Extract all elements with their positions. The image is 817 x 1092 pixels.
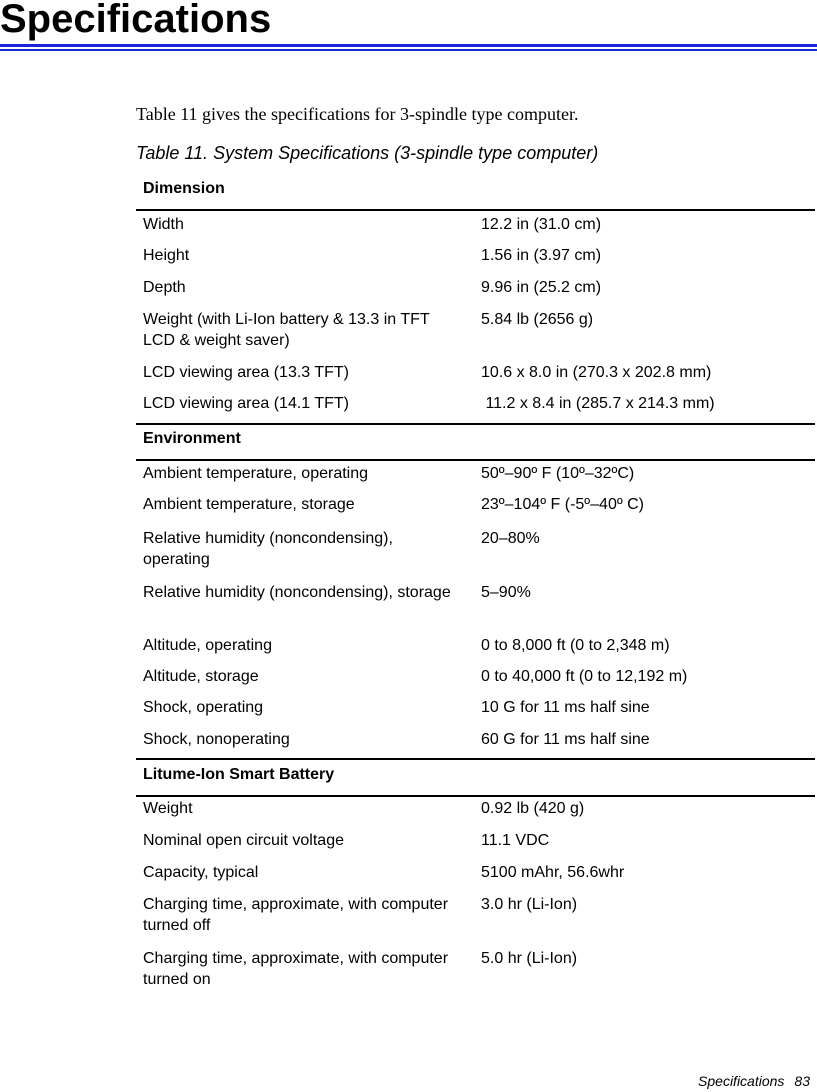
row-value: 11.2 x 8.4 in (285.7 x 214.3 mm) (481, 395, 715, 412)
row-value: 50º–90º F (10º–32ºC) (481, 465, 635, 482)
row-value: 23º–104º F (-5º–40º C) (481, 496, 645, 513)
row-value: 11.1 VDC (481, 832, 550, 849)
row-label: Ambient temperature, operating (143, 465, 369, 482)
row-value: 0 to 40,000 ft (0 to 12,192 m) (481, 668, 688, 685)
row-label: Height (143, 247, 190, 264)
section-divider (136, 209, 815, 211)
footer-label: Specifications (698, 1073, 785, 1089)
row-value: 0 to 8,000 ft (0 to 2,348 m) (481, 637, 670, 654)
page-footer (698, 1072, 810, 1090)
row-label: Capacity, typical (143, 864, 259, 881)
row-label: Relative humidity (noncondensing), operating (143, 530, 393, 568)
row-value: 20–80% (481, 530, 540, 547)
row-value: 9.96 in (25.2 cm) (481, 279, 602, 296)
row-label: Weight (143, 800, 193, 817)
section-heading-dimension: Dimension (143, 180, 225, 197)
row-value: 0.92 lb (420 g) (481, 800, 585, 817)
row-value: 3.0 hr (Li-Ion) (481, 896, 578, 913)
section-heading-battery: Litume-Ion Smart Battery (143, 766, 335, 783)
section-divider (136, 795, 815, 797)
row-value: 10 G for 11 ms half sine (481, 699, 650, 716)
row-label: Relative humidity (noncondensing), storage (143, 584, 451, 601)
row-label: Charging time, approximate, with computer turned off (143, 896, 449, 934)
row-label: Depth (143, 279, 186, 296)
row-label: LCD viewing area (14.1 TFT) (143, 395, 349, 412)
intro-text: Table 11 gives the specifications for 3-spindle type computer. (136, 104, 579, 124)
row-label: LCD viewing area (13.3 TFT) (143, 364, 349, 381)
section-divider (136, 423, 815, 425)
section-divider (136, 758, 815, 760)
row-label: Altitude, storage (143, 668, 259, 685)
table-caption: Table 11. System Specifications (3-spindle type computer) (136, 143, 599, 163)
title-rule-lower (0, 49, 817, 51)
page-title: Specifications (0, 0, 272, 41)
row-value: 5.84 lb (2656 g) (481, 311, 594, 328)
row-value: 1.56 in (3.97 cm) (481, 247, 602, 264)
row-value: 60 G for 11 ms half sine (481, 731, 650, 748)
row-label: Weight (with Li-Ion battery & 13.3 in TFT LCD & weight saver) (143, 311, 430, 349)
row-value: 12.2 in (31.0 cm) (481, 216, 602, 233)
page-number: 83 (794, 1073, 810, 1089)
row-label: Altitude, operating (143, 637, 272, 654)
row-label: Charging time, approximate, with computer turned on (143, 950, 449, 988)
row-label: Shock, operating (143, 699, 264, 716)
section-heading-environment: Environment (143, 430, 241, 447)
row-label: Shock, nonoperating (143, 731, 290, 748)
row-value: 5–90% (481, 584, 531, 601)
row-label: Nominal open circuit voltage (143, 832, 344, 849)
row-value: 5.0 hr (Li-Ion) (481, 950, 578, 967)
row-label: Width (143, 216, 184, 233)
title-rule-upper (0, 44, 817, 47)
section-divider (136, 459, 815, 461)
row-label: Ambient temperature, storage (143, 496, 355, 513)
row-value: 5100 mAhr, 56.6whr (481, 864, 625, 881)
row-value: 10.6 x 8.0 in (270.3 x 202.8 mm) (481, 364, 712, 381)
